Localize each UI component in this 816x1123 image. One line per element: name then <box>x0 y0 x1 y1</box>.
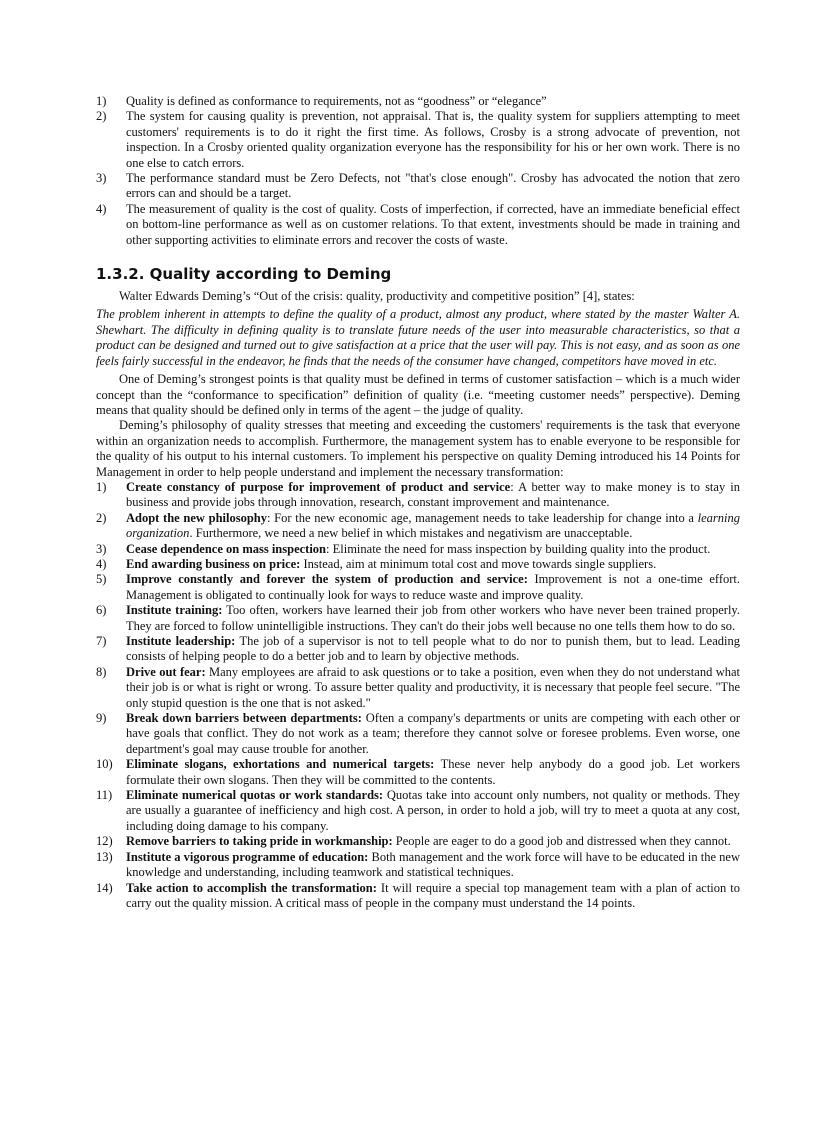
list-number: 6) <box>96 603 107 618</box>
point-title: Eliminate numerical quotas or work standards: <box>126 788 384 803</box>
list-item <box>96 757 740 788</box>
list-number: 13) <box>96 849 113 864</box>
list-number: 2) <box>96 109 107 124</box>
list-text: Many employees are afraid to ask questions or to take a position, even when they do not understand what their job is or what is right or wrong. To assure better quality and productivity, it is necessary that people feel secure. "The only stupid question is the one that is not asked." <box>126 664 740 710</box>
list-item <box>96 94 740 109</box>
point-title: Drive out fear: <box>126 664 206 679</box>
point-title: Adopt the new philosophy <box>126 510 267 525</box>
block-quote: The problem inherent in attempts to define the quality of a product, almost any product, where stated by the master Walter A. Shewhart. The difficulty in defining quality is to translate future needs of the user into measurable characteristics, so that a product can be designed and turned out to give satisfaction at a price that the user will pay. This is not easy, and as soon as one feels fairly successful in the endeavor, he finds that the needs of the consumer have changed, competitors have moved in etc. <box>96 307 740 368</box>
list-item <box>96 788 740 834</box>
list-number: 1) <box>96 479 107 494</box>
section-title: Quality according to Deming <box>149 265 392 284</box>
list-number: 2) <box>96 510 107 525</box>
separator: : <box>326 541 333 556</box>
list-item <box>96 480 740 511</box>
crosby-points-list <box>96 94 740 248</box>
list-text: Quotas take into account only numbers, not quality or methods. They are usually a guarantee of inefficiency and high cost. A person, in order to hold a job, will try to meet a quota at any cost, including doing damage to his company. <box>126 788 741 833</box>
list-item <box>96 634 740 665</box>
list-number: 7) <box>96 634 107 648</box>
list-text: It will require a special top management team with a plan of action to carry out the quality mission. A critical mass of people in the company must understand the 14 points. <box>126 880 741 910</box>
point-title: Remove barriers to taking pride in workmanship: <box>126 834 393 849</box>
list-text: The performance standard must be Zero Defects, not "that's close enough". Crosby has advocated the notion that zero errors can and should be a target. <box>126 171 740 201</box>
list-number: 8) <box>96 664 107 679</box>
list-item <box>96 665 740 711</box>
section-number: 1.3.2. <box>96 265 145 284</box>
list-number: 11) <box>96 788 113 803</box>
list-number: 3) <box>96 541 107 556</box>
list-item <box>96 881 740 912</box>
list-text: These never help anybody do a good job. Let workers formulate their own slogans. Then they will be committed to the contents. <box>126 757 740 787</box>
point-title: End awarding business on price: <box>126 556 301 571</box>
section-heading <box>96 265 740 283</box>
list-number: 3) <box>96 171 107 186</box>
document-page <box>96 94 740 911</box>
list-text: Too often, workers have learned their job from other workers who have never been trained properly. They are forced to follow unintelligible instructions. They can't do their jobs well because no one tells them how to do so. <box>126 603 740 633</box>
list-text: Eliminate the need for mass inspection by building quality into the product. <box>332 541 711 556</box>
list-text: Instead, aim at minimum total cost and move towards single suppliers. <box>303 556 657 571</box>
list-item <box>96 171 740 202</box>
point-title: Create constancy of purpose for improvement of product and service <box>126 479 511 494</box>
list-number: 4) <box>96 201 107 216</box>
list-item <box>96 711 740 757</box>
italic-term: learning organization <box>126 510 740 541</box>
separator <box>528 572 535 586</box>
point-title: Institute a vigorous programme of education: <box>126 849 369 864</box>
list-text: For the new economic age, management needs to take leadership for change into a <box>274 510 698 525</box>
list-item <box>96 557 740 572</box>
intro-paragraph: Walter Edwards Deming’s “Out of the crisis: quality, productivity and competitive position” [4], states: <box>119 289 635 304</box>
list-number: 1) <box>96 94 107 108</box>
list-item <box>96 202 740 248</box>
point-title: Take action to accomplish the transformation: <box>126 880 377 895</box>
list-number: 9) <box>96 711 107 726</box>
point-title: Cease dependence on mass inspection <box>126 541 327 556</box>
body-paragraph: One of Deming’s strongest points is that quality must be defined in terms of customer satisfaction – which is a much wider concept than the “conformance to specification” definition of quality (i.e. “meeting customer needs” perspective). Deming means that quality should be defined only in terms of the agent – the judge of quality. <box>96 372 740 417</box>
list-text: Both management and the work force will have to be educated in the new knowledge and understanding, including teamwork and statistical techniques. <box>126 849 740 880</box>
list-text: The system for causing quality is prevention, not appraisal. That is, the quality system for suppliers attempting to meet customers' requirements is to do it right the first time. As follows, Crosby is a strong advocate of prevention, not inspection. In a Crosby oriented quality organization everyone has the responsibility for his or her own work. There is no one else to catch errors. <box>126 109 740 170</box>
body-paragraph: Deming’s philosophy of quality stresses that meeting and exceeding the customers' requirements is the task that everyone within an organization needs to accomplish. Furthermore, the management system has to enable everyone to be responsible for the quality of his output to his internal customers. To implement his perspective on quality Deming introduced his 14 Points for Management in order to help people understand and implement the necessary transformation: <box>96 418 740 479</box>
deming-points-list <box>96 480 740 911</box>
list-item <box>96 542 740 557</box>
list-number: 5) <box>96 572 107 587</box>
list-number: 14) <box>96 880 113 895</box>
list-text: Quality is defined as conformance to requirements, not as “goodness” or “elegance” <box>126 94 547 108</box>
point-title: Eliminate slogans, exhortations and numerical targets: <box>126 757 435 772</box>
list-number: 4) <box>96 556 107 571</box>
list-item <box>96 850 740 881</box>
point-title: Improve constantly and forever the system of production and service: <box>126 572 528 587</box>
list-text: People are eager to do a good job and distressed when they cannot. <box>395 834 731 849</box>
list-number: 12) <box>96 834 113 849</box>
point-title: Institute training: <box>126 603 223 618</box>
list-text: Often a company's departments or units are competing with each other or have goals that conflict. They do not work as a team; therefore they cannot solve or foresee problems. Even worse, one department's goal may cause trouble for another. <box>126 711 741 756</box>
point-title: Institute leadership: <box>126 634 236 648</box>
list-item <box>96 109 740 171</box>
separator: : <box>267 510 275 525</box>
list-text: A better way to make money is to stay in business and provide jobs through innovation, research, constant improvement and maintenance. <box>126 479 740 510</box>
list-item <box>96 834 740 849</box>
separator: : <box>510 479 519 494</box>
list-item <box>96 511 740 542</box>
list-number: 10) <box>96 757 113 772</box>
list-text: . Furthermore, we need a new belief in which mistakes and negativism are unacceptable. <box>189 526 633 541</box>
list-item <box>96 572 740 603</box>
list-item <box>96 603 740 634</box>
point-title: Break down barriers between departments: <box>126 711 362 726</box>
list-text: The measurement of quality is the cost of quality. Costs of imperfection, if corrected, have an immediate beneficial effect on bottom-line performance as well as on customer relations. To that extent, investments should be made in training and other supporting activities to eliminate errors and recover the costs of waste. <box>126 201 740 247</box>
list-text: Improvement is not a one-time effort. Management is obligated to continually look for ways to reduce waste and improve quality. <box>126 572 740 602</box>
list-text: The job of a supervisor is not to tell people what to do nor to punish them, but to lead. Leading consists of helping people to do a better job and to learn by objective methods. <box>126 634 740 664</box>
